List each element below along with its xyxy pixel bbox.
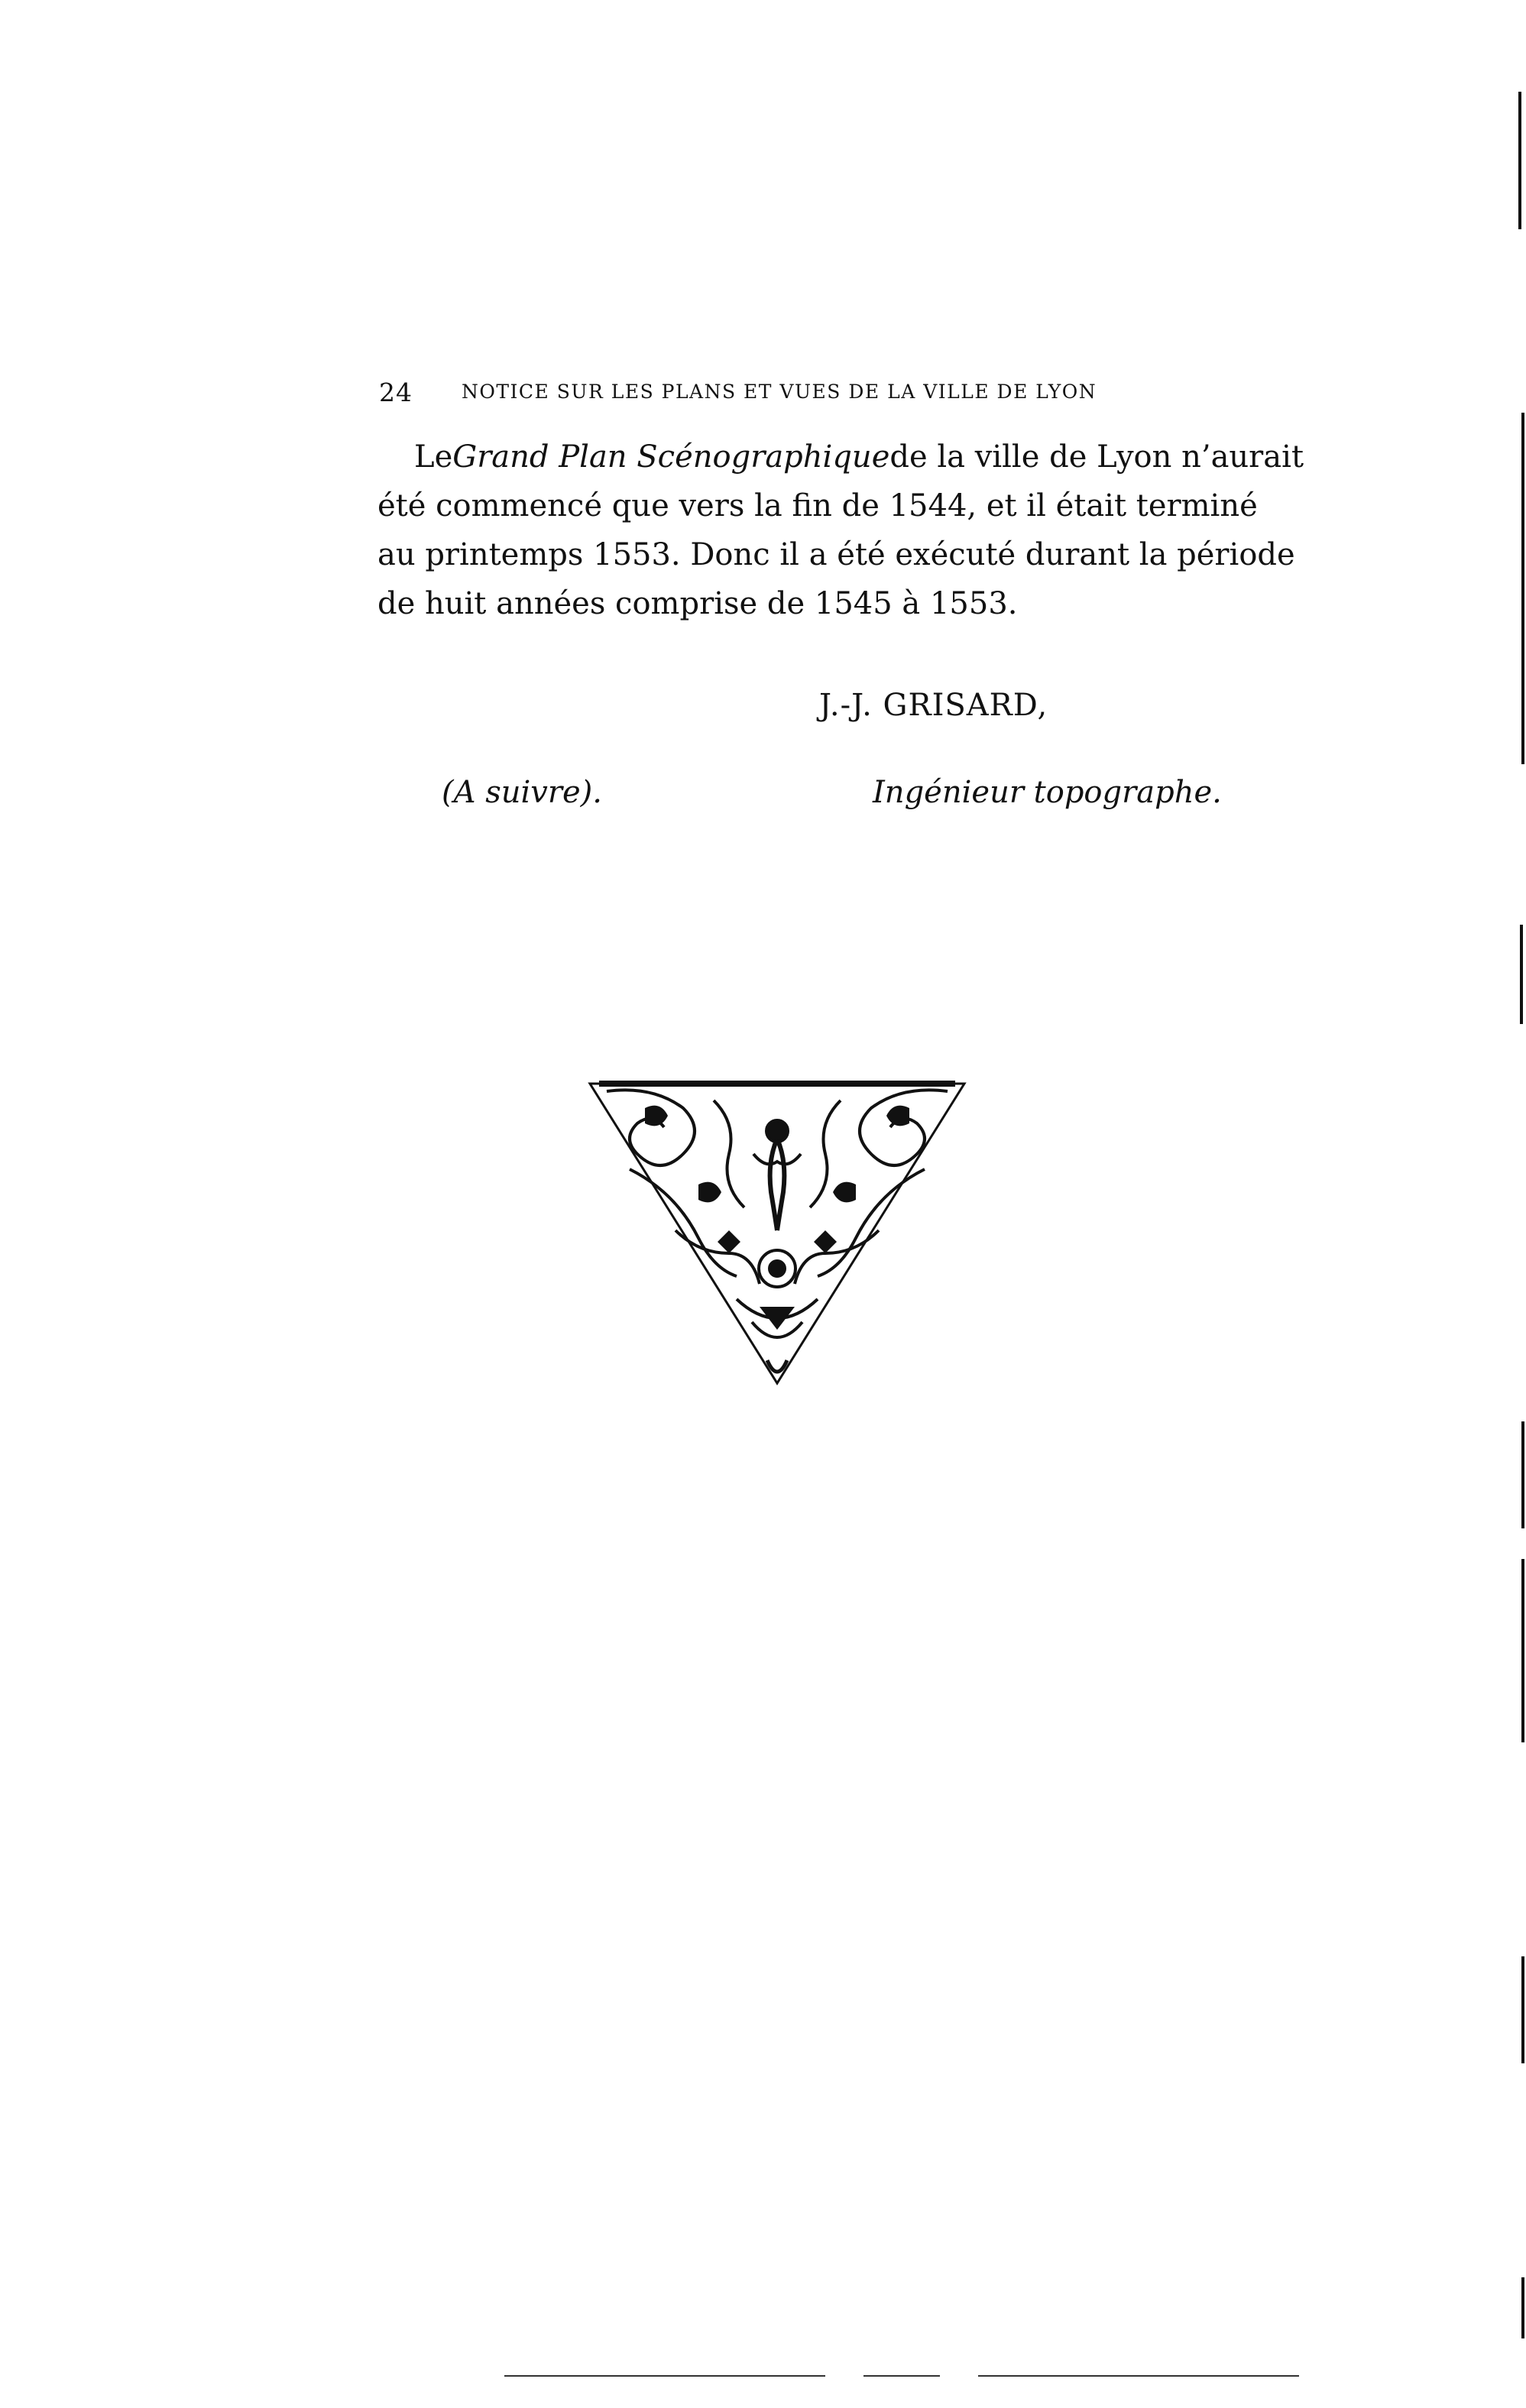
- author-role: Ingénieur topographe.: [873, 775, 1222, 810]
- ornament-tailpiece-icon: [584, 1078, 970, 1391]
- body-line-1-rest: de la ville de Lyon n’aurait: [889, 439, 1304, 475]
- author-signature: J.-J. GRISARD,: [819, 688, 1048, 723]
- body-line-1-start: Le: [414, 439, 453, 475]
- bottom-rule-2: [863, 2375, 940, 2377]
- page-number: 24: [379, 378, 413, 407]
- bottom-rule-1: [504, 2375, 825, 2377]
- body-line-1: [377, 433, 1304, 481]
- body-line-1-italic-title: Grand Plan Scénographique: [452, 439, 890, 475]
- bottom-rule-3: [978, 2375, 1299, 2377]
- body-line-2-text: été commencé que vers la fin de 1544, et il était terminé: [377, 488, 1258, 523]
- body-line-3: [377, 530, 1295, 579]
- running-title: NOTICE SUR LES PLANS ET VUES DE LA VILLE DE LYON: [462, 381, 1097, 403]
- body-line-4-text: de huit années comprise de 1545 à 1553.: [377, 586, 1018, 621]
- body-line-4: [377, 579, 1192, 628]
- page-edge-scan-artifact: [1495, 0, 1526, 2408]
- body-line-2: [377, 481, 1258, 530]
- body-line-3-text: au printemps 1553. Donc il a été exécuté durant la période: [377, 537, 1295, 572]
- body-paragraph: [377, 433, 1304, 628]
- running-head: [379, 378, 1192, 408]
- to-be-continued-note: (A suivre).: [442, 775, 602, 810]
